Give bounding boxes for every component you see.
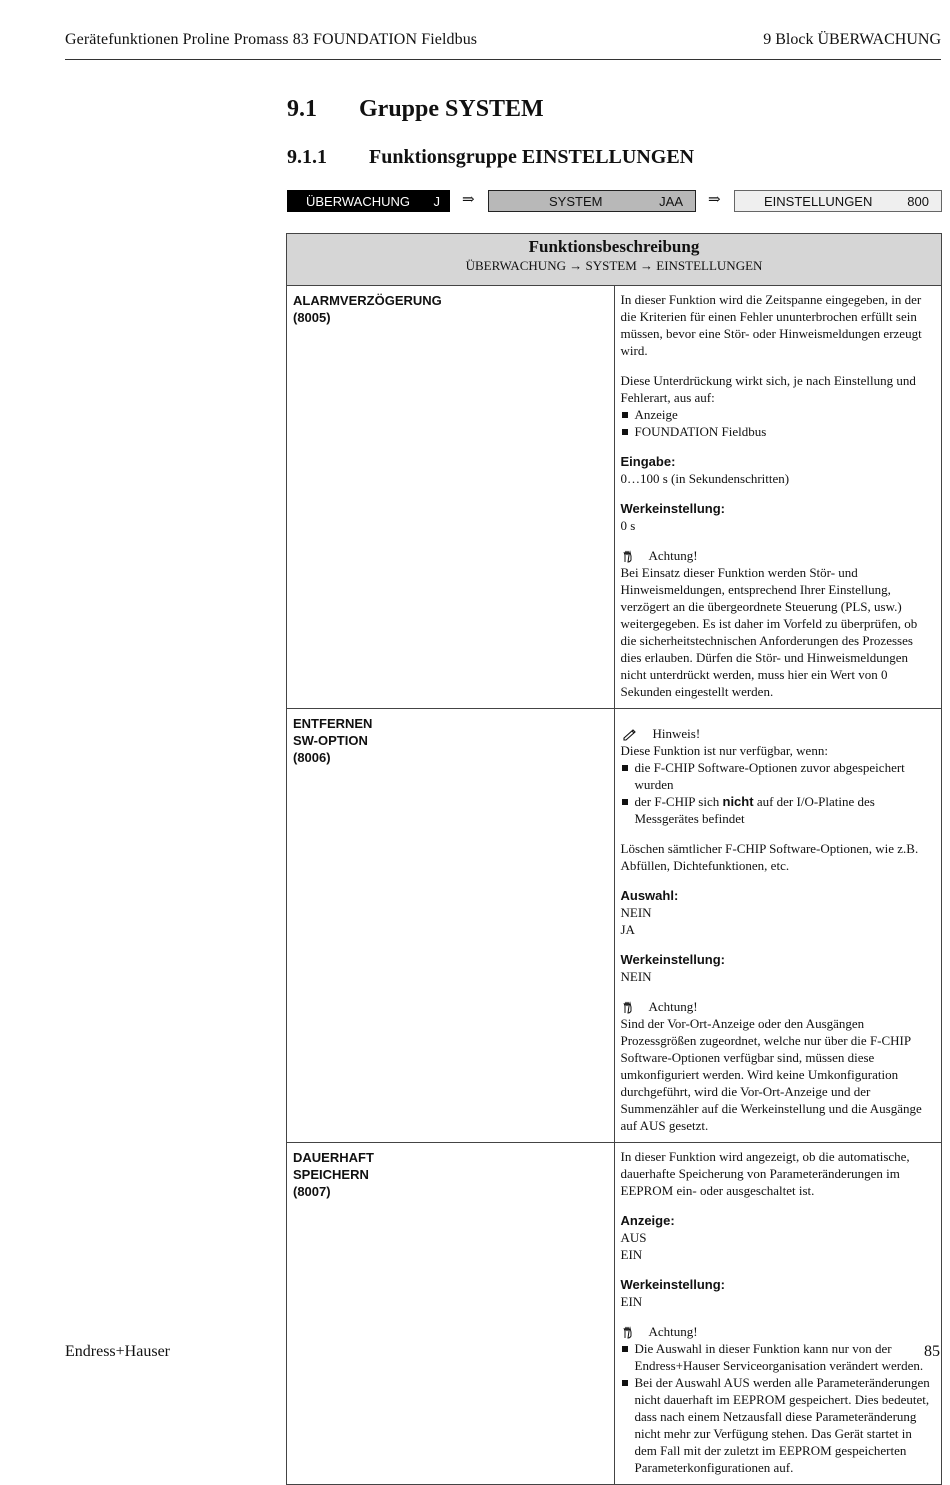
default-label: Werkeinstellung: [620,952,726,967]
nav-arrow: ⇒ [708,192,721,208]
list-item: Bei der Auswahl AUS werden alle Parameteränderungen nicht dauerhaft im EEPROM gespeichert. Dies bedeutet, dass nach einem Netzausfall diese Parameteränderung nicht mehr zur Verfügung stehen. Das Gerät startet in dem Fall mit der zuletzt im EEPROM gespeicherten Parameterkonfigurationen auf. [621,1374,936,1476]
display-label: Anzeige: [620,1213,675,1228]
function-code: (8006) [293,750,331,765]
list-item: die F-CHIP Software-Optionen zuvor abgespeichert wurden [621,759,936,793]
selection-label: Auswahl: [620,888,679,903]
function-description [614,1143,942,1485]
list-item-text: der F-CHIP sich [634,794,723,809]
default-value: 0 s [620,518,636,533]
section-title: Gruppe SYSTEM [359,96,544,122]
function-description [614,709,942,1143]
caution-block [621,998,936,1134]
section-heading [287,96,544,123]
caution-title: Achtung! [648,1324,698,1339]
subsection-title: Funktionsgruppe EINSTELLUNGEN [369,146,695,168]
bullet-list [621,1340,936,1476]
table-path: ÜBERWACHUNG → SYSTEM → EINSTELLUNGEN [465,258,763,273]
function-name: ALARMVERZÖGERUNG [293,293,442,308]
bullet-list [621,406,936,440]
nav-function-group-name: EINSTELLUNGEN [764,193,873,209]
function-name: DAUERHAFT [293,1150,374,1165]
function-code: (8005) [293,310,331,325]
note-title: Hinweis! [652,726,701,741]
table-title: Funktionsbeschreibung [528,237,700,256]
nav-function-group-einstellungen [734,190,942,212]
nav-group-system [488,190,696,212]
list-item [621,793,936,827]
subsection-number: 9.1.1 [287,146,327,168]
subsection-heading [287,146,694,169]
option-value: EIN [620,1247,643,1262]
page-number: 85 [924,1343,940,1360]
table-row [287,286,942,709]
nav-block-name: ÜBERWACHUNG [306,193,411,209]
default-value: EIN [620,1294,643,1309]
description-text: Diese Unterdrückung wirkt sich, je nach Einstellung und Fehlerart, aus auf: [620,373,916,405]
default-label: Werkeinstellung: [620,501,726,516]
list-item: Anzeige [621,406,936,423]
function-label [287,1143,615,1485]
list-item: Die Auswahl in dieser Funktion kann nur von der Endress+Hauser Serviceorganisation verändert werden. [621,1340,936,1374]
option-value: AUS [620,1230,647,1245]
option-value: JA [620,922,635,937]
function-name: SW-OPTION [293,733,368,748]
description-text: Löschen sämtlicher F-CHIP Software-Optionen, wie z.B. Abfüllen, Dichtefunktionen, etc. [620,841,919,873]
table-row [287,709,942,1143]
footer-brand: Endress+Hauser [65,1343,170,1360]
nav-group-code: JAA [659,193,683,209]
bullet-list [621,759,936,827]
note-block [621,725,936,827]
running-header-chapter: 9 Block ÜBERWACHUNG [763,31,941,48]
nav-group-name: SYSTEM [549,193,603,209]
nav-block-ueberwachung [287,190,450,212]
function-name: ENTFERNEN [293,716,373,731]
function-name: SPEICHERN [293,1167,369,1182]
emphasis-text: nicht [722,794,754,809]
table-header [287,234,942,286]
hand-caution-icon [621,549,635,563]
note-intro: Diese Funktion ist nur verfügbar, wenn: [620,743,828,758]
option-value: NEIN [620,905,652,920]
default-value: NEIN [620,969,652,984]
function-label [287,709,615,1143]
caution-title: Achtung! [648,999,698,1014]
list-item-text: auf der I/O-Platine des Messgerätes befindet [634,794,875,826]
hand-caution-icon [621,1000,635,1014]
list-item: FOUNDATION Fieldbus [621,423,936,440]
caution-title: Achtung! [648,548,698,563]
nav-arrow: ⇒ [462,192,475,208]
description-text: In dieser Funktion wird die Zeitspanne eingegeben, in der die Kriterien für einen Fehler ununterbrochen erfüllt sein müssen, bevor eine Stör- oder Hinweismeldungen erzeugt wird. [620,292,922,358]
table-row [287,1143,942,1485]
function-description-table [286,233,942,1485]
hand-caution-icon [621,1325,635,1339]
input-range: 0…100 s (in Sekundenschritten) [620,471,790,486]
caution-block [621,1323,936,1476]
function-code: (8007) [293,1184,331,1199]
function-description [614,286,942,709]
input-label: Eingabe: [620,454,676,469]
default-label: Werkeinstellung: [620,1277,726,1292]
section-number: 9.1 [287,96,317,122]
caution-text: Sind der Vor-Ort-Anzeige oder den Ausgängen Prozessgrößen zugeordnet, welche nur über die F-CHIP Software-Optionen verfügbar sind, müssen diese umkonfiguriert werden. Wird keine Umkonfiguration durchgeführt, wird die Vor-Ort-Anzeige und der Summenzähler auf die Werkeinstellung und die Ausgänge auf AUS gesetzt. [620,1016,922,1133]
caution-text: Bei Einsatz dieser Funktion werden Stör- und Hinweismeldungen, entsprechend Ihrer Einstellung, verzögert an die übergeordnete Steuerung (PLS, usw.) weitergegeben. Es ist daher im Vorfeld zu überprüfen, ob die sicherheitstechnischen Anforderungen des Prozesses dies erlauben. Dürfen die Stör- und Hinweismeldungen nicht unterdrückt werden, muss hier ein Wert von 0 Sekunden eingestellt werden. [620,565,918,699]
nav-block-code: J [433,193,440,209]
pencil-note-icon [621,727,639,741]
header-rule [65,59,941,60]
function-label [287,286,615,709]
description-text: In dieser Funktion wird angezeigt, ob die automatische, dauerhafte Speicherung von Parameteränderungen im EEPROM ein- oder ausgeschaltet ist. [620,1149,910,1198]
caution-block [621,547,936,700]
running-header-title: Gerätefunktionen Proline Promass 83 FOUNDATION Fieldbus [65,31,478,48]
nav-function-group-code: 800 [907,193,929,209]
